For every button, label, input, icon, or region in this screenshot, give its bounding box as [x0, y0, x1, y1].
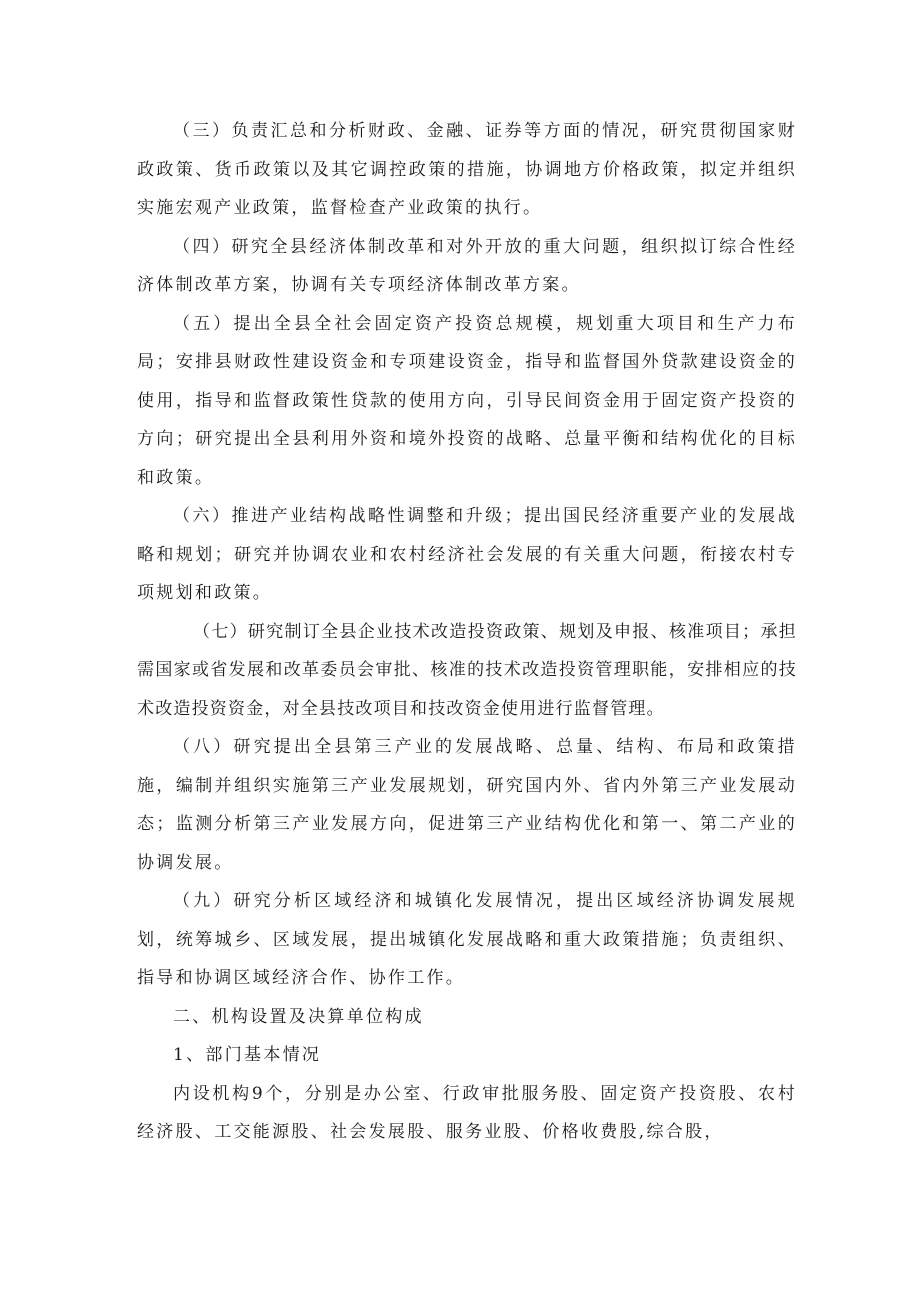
- paragraph-duty-6: （六）推进产业结构战略性调整和升级；提出国民经济重要产业的发展战略和规划；研究并协调农业和农村经济社会发展的有关重大问题，衔接农村专项规划和政策。: [137, 506, 797, 603]
- paragraph-duty-4: （四）研究全县经济体制改革和对外开放的重大问题，组织拟订综合性经济体制改革方案，协调有关专项经济体制改革方案。: [137, 236, 797, 295]
- paragraph-duty-8: （八）研究提出全县第三产业的发展战略、总量、结构、布局和政策措施，编制并组织实施第三产业发展规划，研究国内外、省内外第三产业发展动态；监测分析第三产业发展方向，促进第三产业结构优化和第一、第二产业的协调发展。: [137, 737, 797, 873]
- paragraph-internal-units: 内设机构9个，分别是办公室、行政审批服务股、固定资产投资股、农村经济股、工交能源股、社会发展股、服务业股、价格收费股,综合股，: [137, 1083, 797, 1142]
- sub-heading: 1、部门基本情况: [173, 1045, 322, 1065]
- paragraph-duty-5: （五）提出全县全社会固定资产投资总规模，规划重大项目和生产力布局；安排县财政性建设资金和专项建设资金，指导和监督国外贷款建设资金的使用，指导和监督政策性贷款的使用方向，引导民间资金用于固定资产投资的方向；研究提出全县利用外资和境外投资的战略、总量平衡和结构优化的目标和政策。: [137, 313, 797, 488]
- paragraph-duty-3: （三）负责汇总和分析财政、金融、证券等方面的情况，研究贯彻国家财政政策、货币政策以及其它调控政策的措施，协调地方价格政策，拟定并组织实施宏观产业政策，监督检查产业政策的执行。: [137, 121, 797, 218]
- section-heading: 二、机构设置及决算单位构成: [173, 1006, 424, 1027]
- paragraph-duty-9: （九）研究分析区域经济和城镇化发展情况，提出区域经济协调发展规划，统筹城乡、区域发展，提出城镇化发展战略和重大政策措施；负责组织、指导和协调区域经济合作、协作工作。: [137, 891, 797, 988]
- paragraph-duty-7: （七）研究制订全县企业技术改造投资政策、规划及申报、核准项目；承担需国家或省发展和改革委员会审批、核准的技术改造投资管理职能，安排相应的技术改造投资资金，对全县技改项目和技改资金使用进行监督管理。: [137, 621, 797, 719]
- document-body: [137, 112, 797, 1152]
